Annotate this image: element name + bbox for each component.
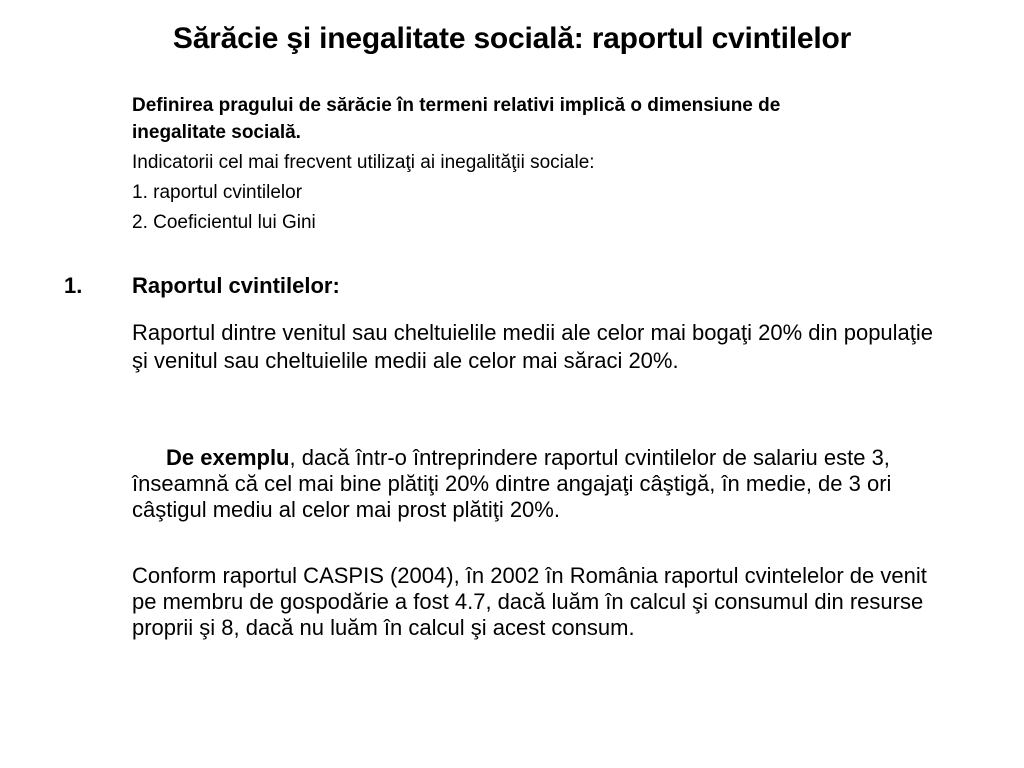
caspis-paragraph: Conform raportul CASPIS (2004), în 2002 în România raportul cvintelelor de venit pe membru de gospodărie a fost 4.7, dacă luăm în calcul şi consumul din resurse proprii şi 8, dacă nu luăm în calcul şi acest consum. <box>132 563 927 640</box>
example-paragraph <box>132 445 947 523</box>
example-lead: De exemplu <box>166 445 290 470</box>
indicators-line: Indicatorii cel mai frecvent utilizaţi ai inegalităţii sociale: <box>132 152 595 173</box>
intro-block <box>132 92 832 241</box>
section-number: 1. <box>64 273 83 298</box>
intro-bold-statement: Definirea pragului de sărăcie în termeni relativi implică o dimensiune de inegalitate socială. <box>132 95 781 143</box>
definition-paragraph: Raportul dintre venitul sau cheltuielile medii ale celor mai bogaţi 20% din populaţie şi venitul sau cheltuielile medii ale celor mai săraci 20%. <box>132 320 934 373</box>
section-heading-text: Raportul cvintilelor: <box>132 273 340 298</box>
indicator-item-1: 1. raportul cvintilelor <box>132 182 303 203</box>
indicator-item-2: 2. Coeficientul lui Gini <box>132 212 316 233</box>
example-text: , dacă într-o întreprindere raportul cvintilelor de salariu este 3, înseamnă că cel mai bine plătiţi 20% dintre angajaţi câştigă, în medie, de 3 ori câştigul mediu al celor mai prost plătiţi 20%. <box>132 445 892 522</box>
slide-title: Sărăcie şi inegalitate socială: raportul cvintilelor <box>172 22 852 55</box>
section-heading <box>64 272 340 300</box>
